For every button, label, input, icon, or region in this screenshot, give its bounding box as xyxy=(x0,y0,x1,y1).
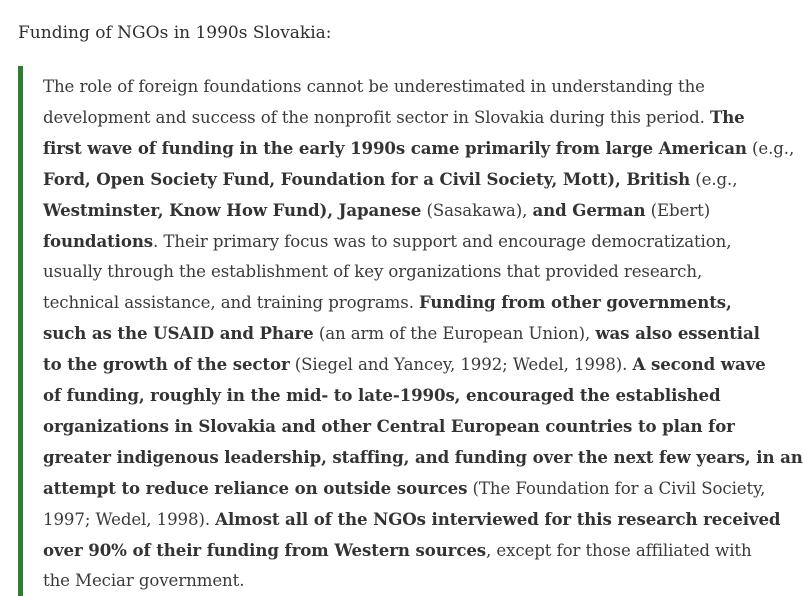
quote-line xyxy=(43,504,781,535)
bold-text-run: over 90% of their funding from Western sources xyxy=(43,540,487,560)
bold-text-run: Almost all of the NGOs interviewed for this research received xyxy=(215,509,781,529)
text-run: the Meciar government. xyxy=(43,571,245,590)
quote-line xyxy=(43,195,755,226)
quote-line xyxy=(43,72,755,102)
bold-text-run: and German xyxy=(532,200,646,220)
quote-line xyxy=(43,473,766,504)
bold-text-run: Funding from other governments, xyxy=(419,292,732,312)
bold-text-run: Westminster, Know How Fund), Japanese xyxy=(43,200,422,220)
text-run: (Siegel and Yancey, 1992; Wedel, 1998). xyxy=(289,355,633,374)
bold-text-run: The xyxy=(709,107,745,127)
bold-text-run: such as the USAID and Phare xyxy=(43,323,314,343)
text-run: (The Foundation for a Civil Society, xyxy=(467,479,766,498)
bold-text-run: organizations in Slovakia and other Central European countries to plan for xyxy=(43,416,735,436)
quote-line xyxy=(43,411,755,442)
bold-text-run: to the growth of the sector xyxy=(43,354,290,374)
quote-line xyxy=(43,164,755,195)
text-run: (e.g., xyxy=(690,170,738,189)
quote-line xyxy=(43,257,755,287)
quote-line xyxy=(43,535,755,566)
quote-line xyxy=(43,102,755,133)
bold-text-run: A second wave xyxy=(632,354,766,374)
text-run: (Ebert) xyxy=(645,201,711,220)
quote-line xyxy=(43,380,755,411)
quote-line xyxy=(43,133,795,164)
quote-line xyxy=(43,442,803,473)
bold-text-run: greater indigenous leadership, staffing, and funding over the next few years, in an xyxy=(43,447,803,467)
text-run: , except for those affiliated with xyxy=(486,541,752,560)
text-run: (Sasakawa), xyxy=(421,201,533,220)
blockquote xyxy=(18,66,803,596)
quote-line xyxy=(43,566,755,596)
bold-text-run: of funding, roughly in the mid- to late-1990s, encouraged the established xyxy=(43,385,721,405)
quote-line xyxy=(43,226,755,257)
bold-text-run: was also essential xyxy=(595,323,760,343)
bold-text-run: attempt to reduce reliance on outside sources xyxy=(43,478,468,498)
bold-text-run: first wave of funding in the early 1990s came primarily from large American xyxy=(43,138,747,158)
text-run: development and success of the nonprofit sector in Slovakia during this period. xyxy=(43,108,710,127)
quote-line xyxy=(43,287,755,318)
text-run: The role of foreign foundations cannot be underestimated in understanding the xyxy=(43,77,705,96)
text-run: 1997; Wedel, 1998). xyxy=(43,510,216,529)
quote-line xyxy=(43,349,766,380)
text-run: usually through the establishment of key organizations that provided research, xyxy=(43,262,703,281)
text-run: technical assistance, and training programs. xyxy=(43,293,420,312)
quote-line xyxy=(43,318,760,349)
text-run: . Their primary focus was to support and encourage democratization, xyxy=(153,232,732,251)
quote-paragraph xyxy=(43,72,803,596)
bold-text-run: Ford, Open Society Fund, Foundation for a Civil Society, Mott), British xyxy=(43,169,691,189)
text-run: (an arm of the European Union), xyxy=(313,324,596,343)
section-heading: Funding of NGOs in 1990s Slovakia: xyxy=(18,23,332,43)
bold-text-run: foundations xyxy=(43,231,154,251)
text-run: (e.g., xyxy=(746,139,795,158)
